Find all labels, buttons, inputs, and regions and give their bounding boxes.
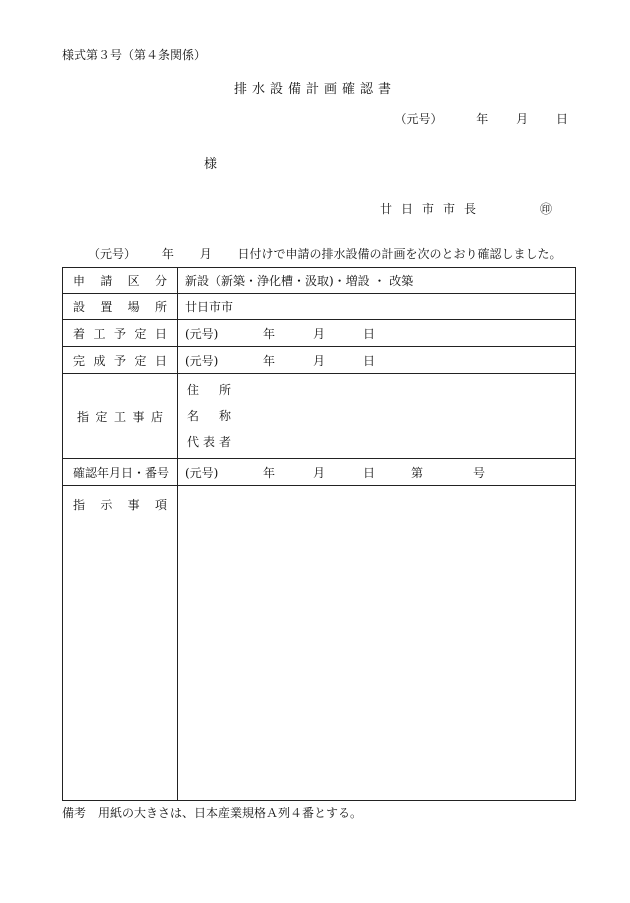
row-start-date [63, 320, 576, 347]
start-date-month: 月 [313, 326, 326, 341]
start-date-fields [185, 325, 575, 342]
completion-date-day: 日 [363, 353, 376, 368]
intro-text: 日付けで申請の排水設備の計画を次のとおり確認しました。 [237, 247, 562, 261]
row-designated-contractor [63, 374, 576, 459]
completion-date-fields [185, 352, 575, 369]
start-date-day: 日 [363, 326, 376, 341]
contractor-name-label: 名 称 [187, 409, 231, 423]
label-start-date: 着 工 予 定 日 [73, 326, 167, 341]
label-completion-date: 完 成 予 定 日 [73, 353, 167, 368]
intro-year: 年 [161, 247, 174, 261]
footer-note: 備考 用紙の大きさは、日本産業規格Ａ列４番とする。 [62, 806, 363, 820]
label-application-type: 申 請 区 分 [73, 274, 167, 288]
row-instructions [63, 486, 576, 801]
row-application-type [63, 268, 576, 294]
confirmation-number-suffix: 号 [473, 465, 486, 480]
completion-date-year: 年 [263, 353, 276, 368]
contractor-address-label: 住 所 [187, 383, 231, 397]
label-location: 設 置 場 所 [73, 300, 167, 314]
value-application-type: 新設（新築・浄化槽・汲取)・増設 ・ 改築 [178, 268, 576, 294]
label-instructions: 指 示 事 項 [73, 498, 167, 512]
confirmation-era: (元号) [185, 465, 219, 480]
row-confirmation [63, 459, 576, 486]
seal-mark: ㊞ [540, 202, 553, 216]
confirmation-month: 月 [313, 465, 326, 480]
issuer-name: 廿日市市長 [380, 202, 486, 216]
document-title: 排水設備計画確認書 [233, 82, 396, 97]
issue-date-line [376, 110, 568, 127]
label-designated-contractor: 指 定 工 事 店 [77, 409, 163, 424]
start-date-year: 年 [263, 326, 276, 341]
issue-date-year: 年 [476, 112, 489, 126]
form-number-label: 様式第３号（第４条関係） [62, 48, 207, 62]
intro-sentence [88, 245, 562, 262]
issue-date-month: 月 [516, 112, 529, 126]
addressee-suffix: 様 [204, 157, 218, 172]
value-location: 廿日市市 [178, 294, 576, 320]
confirmation-year: 年 [263, 465, 276, 480]
value-instructions [178, 486, 576, 801]
issue-date-day: 日 [555, 112, 568, 126]
row-completion-date [63, 347, 576, 374]
intro-month: 月 [199, 247, 212, 261]
confirmation-form-table [62, 267, 576, 801]
issue-date-era: （元号） [394, 112, 443, 126]
contractor-representative-label: 代 表 者 [187, 435, 231, 449]
start-date-era: (元号) [185, 326, 219, 341]
confirmation-number-prefix: 第 [411, 465, 424, 480]
row-location [63, 294, 576, 320]
label-confirmation: 確認年月日・番号 [73, 465, 170, 480]
confirmation-fields [185, 464, 575, 481]
completion-date-era: (元号) [185, 353, 219, 368]
completion-date-month: 月 [313, 353, 326, 368]
contractor-fields [178, 374, 575, 458]
intro-era: （元号） [88, 247, 137, 261]
confirmation-day: 日 [363, 465, 376, 480]
